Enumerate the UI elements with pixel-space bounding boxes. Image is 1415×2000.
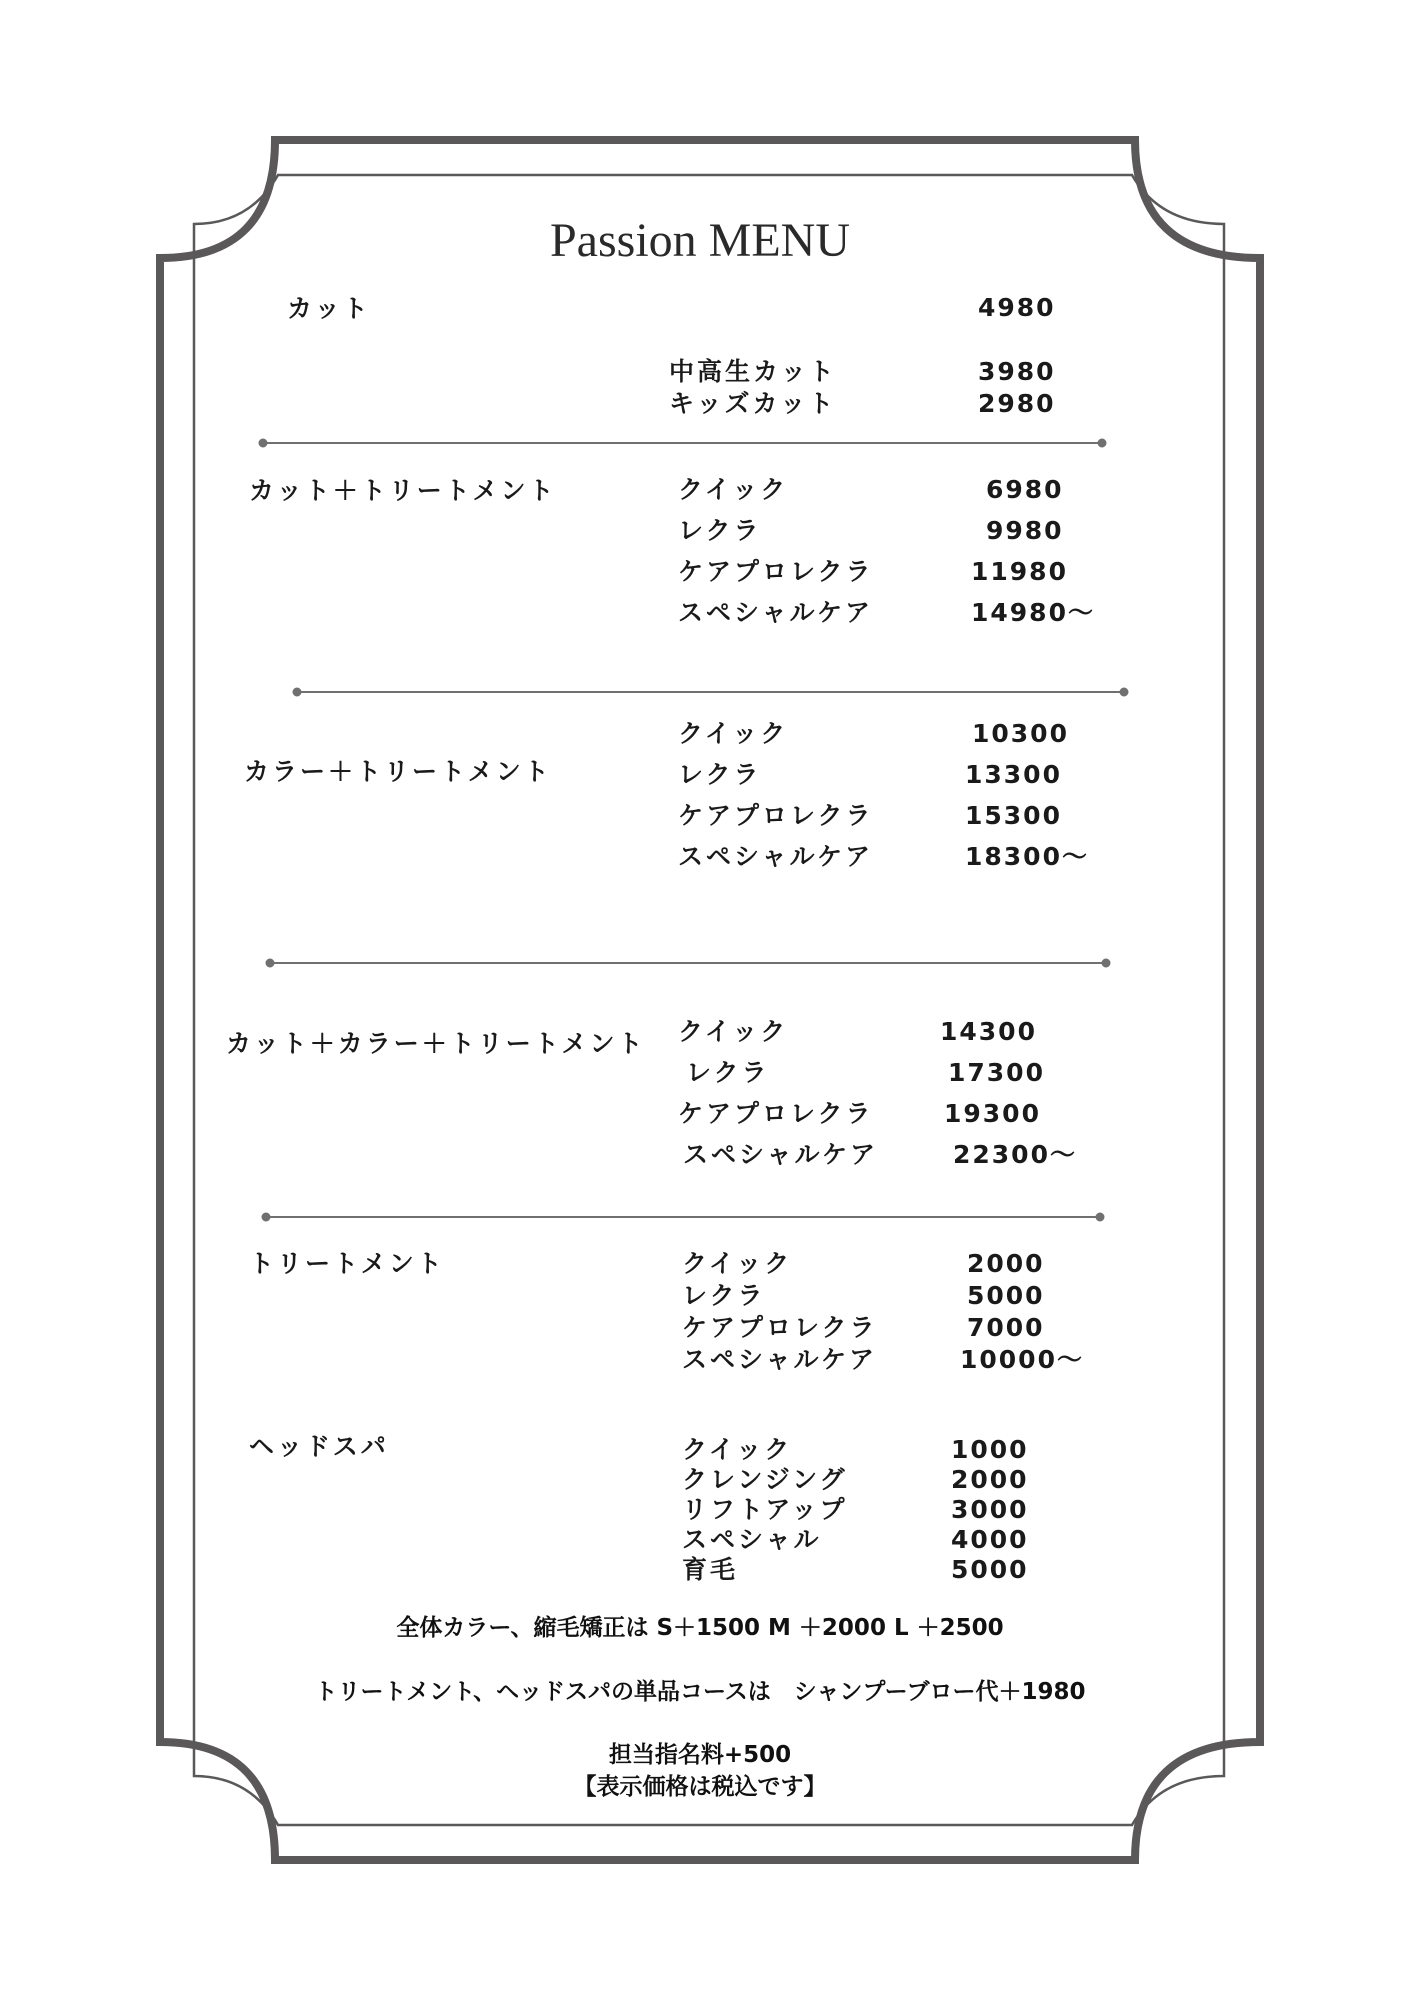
item-care-pro-rekura: ケアプロレクラ bbox=[678, 557, 874, 586]
item-cleansing: クレンジング bbox=[682, 1465, 848, 1494]
price-quick: 10300 bbox=[972, 719, 1069, 748]
price-special: 4000 bbox=[951, 1525, 1029, 1554]
price-lift-up: 3000 bbox=[951, 1495, 1029, 1524]
item-lift-up: リフトアップ bbox=[682, 1495, 848, 1524]
item-kids-cut: キッズカット bbox=[669, 389, 837, 418]
note-stylist-fee: 担当指名料+500 bbox=[608, 1742, 792, 1768]
item-special-care: スペシャルケア bbox=[678, 842, 874, 871]
price-special-care: 14980〜 bbox=[971, 598, 1095, 627]
price-rekura: 5000 bbox=[967, 1281, 1045, 1310]
price-kids-cut: 2980 bbox=[978, 389, 1056, 418]
price-quick: 1000 bbox=[951, 1435, 1029, 1464]
price-cut: 4980 bbox=[978, 293, 1056, 322]
item-rekura: レクラ bbox=[682, 1281, 766, 1310]
item-special-care: スペシャルケア bbox=[683, 1140, 879, 1169]
item-special: スペシャル bbox=[682, 1525, 822, 1554]
item-rekura: レクラ bbox=[678, 516, 762, 545]
price-care-pro-rekura: 19300 bbox=[944, 1099, 1041, 1128]
price-rekura: 13300 bbox=[965, 760, 1062, 789]
category-head-spa: ヘッドスパ bbox=[249, 1432, 389, 1461]
item-rekura: レクラ bbox=[678, 760, 762, 789]
price-special-care: 22300〜 bbox=[953, 1140, 1077, 1169]
price-rekura: 17300 bbox=[948, 1058, 1045, 1087]
divider-4 bbox=[263, 1214, 1104, 1221]
item-special-care: スペシャルケア bbox=[678, 598, 874, 627]
item-rekura: レクラ bbox=[686, 1058, 770, 1087]
category-cut-treatment: カット＋トリートメント bbox=[249, 476, 557, 505]
price-quick: 2000 bbox=[967, 1249, 1045, 1278]
item-student-cut: 中高生カット bbox=[669, 357, 837, 386]
category-treatment: トリートメント bbox=[249, 1249, 445, 1278]
note-tax-included: 【表示価格は税込です】 bbox=[573, 1774, 827, 1800]
menu-title: Passion MENU bbox=[549, 214, 851, 267]
divider-1 bbox=[260, 440, 1106, 447]
price-care-pro-rekura: 15300 bbox=[965, 801, 1062, 830]
item-quick: クイック bbox=[678, 719, 789, 748]
price-rekura: 9980 bbox=[986, 516, 1064, 545]
category-color-treatment: カラー＋トリートメント bbox=[244, 757, 552, 786]
item-quick: クイック bbox=[678, 1017, 789, 1046]
price-special-care: 18300〜 bbox=[965, 842, 1089, 871]
note-single-course: トリートメント、ヘッドスパの単品コースは シャンプーブロー代＋1980 bbox=[314, 1679, 1086, 1705]
item-care-pro-rekura: ケアプロレクラ bbox=[682, 1313, 878, 1342]
price-hair-growth: 5000 bbox=[951, 1555, 1029, 1584]
item-quick: クイック bbox=[682, 1249, 793, 1278]
item-care-pro-rekura: ケアプロレクラ bbox=[678, 1099, 874, 1128]
price-quick: 14300 bbox=[940, 1017, 1037, 1046]
item-care-pro-rekura: ケアプロレクラ bbox=[678, 801, 874, 830]
item-special-care: スペシャルケア bbox=[682, 1345, 878, 1374]
price-care-pro-rekura: 11980 bbox=[971, 557, 1068, 586]
item-quick: クイック bbox=[678, 475, 789, 504]
price-quick: 6980 bbox=[986, 475, 1064, 504]
category-cut-color-treatment: カット＋カラー＋トリートメント bbox=[226, 1029, 646, 1058]
price-special-care: 10000〜 bbox=[960, 1345, 1084, 1374]
price-care-pro-rekura: 7000 bbox=[967, 1313, 1045, 1342]
item-quick: クイック bbox=[682, 1435, 793, 1464]
price-student-cut: 3980 bbox=[978, 357, 1056, 386]
divider-3 bbox=[267, 960, 1110, 967]
divider-2 bbox=[294, 689, 1128, 696]
price-cleansing: 2000 bbox=[951, 1465, 1029, 1494]
note-full-color: 全体カラー、縮毛矯正は S＋1500 M ＋2000 L ＋2500 bbox=[396, 1615, 1004, 1641]
category-cut: カット bbox=[287, 294, 371, 323]
item-hair-growth: 育毛 bbox=[682, 1555, 739, 1584]
